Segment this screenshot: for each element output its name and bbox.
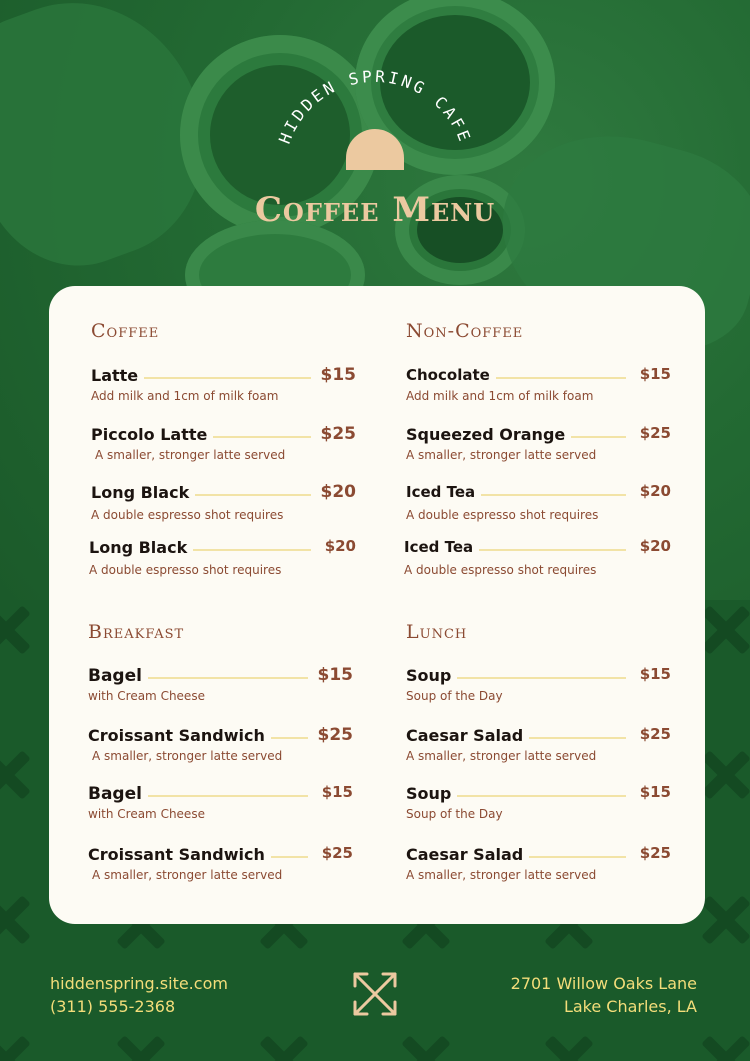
item-description: A smaller, stronger latte served (95, 448, 286, 462)
x-pattern-icon (700, 750, 750, 800)
x-pattern-icon (543, 1035, 593, 1061)
item-description: Soup of the Day (406, 807, 503, 821)
section-title: Lunch (406, 621, 468, 643)
x-pattern-icon (0, 605, 30, 655)
item-description: A smaller, stronger latte served (406, 448, 597, 462)
item-price: $25 (312, 725, 354, 745)
item-price: $20 (319, 537, 356, 555)
address-line-1: 2701 Willow Oaks Lane (510, 974, 697, 993)
item-name: Latte (91, 366, 144, 385)
item-description: A smaller, stronger latte served (406, 749, 597, 763)
item-price: $15 (315, 365, 357, 385)
leader-line (131, 377, 311, 379)
phone-number[interactable]: (311) 555-2368 (50, 997, 176, 1016)
menu-item (88, 726, 353, 776)
crossed-arrows-icon (351, 970, 399, 1018)
item-description: Add milk and 1cm of milk foam (91, 389, 279, 403)
item-price: $25 (634, 844, 671, 862)
item-name: Caesar Salad (406, 845, 529, 864)
section-title: Coffee (91, 320, 160, 342)
brand-name-arc (255, 62, 495, 192)
x-pattern-icon (115, 1035, 165, 1061)
item-description: A smaller, stronger latte served (92, 749, 283, 763)
item-name: Bagel (88, 666, 148, 686)
item-name: Croissant Sandwich (88, 845, 271, 864)
menu-item (91, 483, 356, 533)
footer-contact (50, 972, 228, 1018)
item-name: Caesar Salad (406, 726, 529, 745)
item-name: Squeezed Orange (406, 425, 571, 444)
menu-item (406, 483, 671, 533)
item-name: Croissant Sandwich (88, 726, 271, 745)
x-pattern-icon (0, 895, 30, 945)
x-pattern-icon (0, 1035, 30, 1061)
item-name: Long Black (91, 483, 195, 502)
item-price: $25 (634, 424, 671, 442)
item-price: $25 (634, 725, 671, 743)
menu-item (91, 425, 356, 475)
menu-item (91, 538, 356, 588)
menu-item (406, 666, 671, 716)
menu-item (406, 366, 671, 416)
item-description: A double espresso shot requires (89, 563, 282, 577)
item-description: A double espresso shot requires (91, 508, 284, 522)
menu-item (88, 666, 353, 716)
item-price: $20 (634, 537, 671, 555)
menu-item (91, 366, 356, 416)
item-price: $20 (315, 482, 357, 502)
menu-card (49, 286, 705, 924)
x-pattern-icon (700, 1035, 750, 1061)
item-description: Add milk and 1cm of milk foam (406, 389, 594, 403)
item-name: Soup (406, 666, 457, 685)
brand-name-text: HIDDEN SPRING CAFE (274, 66, 476, 147)
website-link[interactable]: hiddenspring.site.com (50, 974, 228, 993)
menu-item (88, 784, 353, 834)
menu-item (406, 726, 671, 776)
item-price: $15 (634, 783, 671, 801)
leader-line (128, 677, 308, 679)
section-title: Breakfast (88, 621, 185, 643)
menu-item (406, 845, 671, 895)
item-description: A smaller, stronger latte served (92, 868, 283, 882)
item-name: Long Black (89, 538, 193, 557)
item-name: Iced Tea (404, 538, 479, 556)
item-name: Bagel (88, 784, 148, 804)
item-price: $15 (634, 365, 671, 383)
item-name: Soup (406, 784, 457, 803)
leader-line (446, 795, 626, 797)
item-price: $25 (315, 424, 357, 444)
section-title: Non-Coffee (406, 320, 524, 342)
item-price: $15 (312, 665, 354, 685)
x-pattern-icon (0, 750, 30, 800)
x-pattern-icon (400, 1035, 450, 1061)
item-price: $20 (634, 482, 671, 500)
leader-line (128, 795, 308, 797)
menu-item (406, 538, 671, 588)
menu-item (406, 425, 671, 475)
item-price: $15 (316, 783, 353, 801)
leader-line (446, 677, 626, 679)
item-name: Piccolo Latte (91, 425, 213, 444)
footer-address (511, 972, 697, 1018)
item-description: with Cream Cheese (88, 689, 205, 703)
item-price: $25 (316, 844, 353, 862)
x-pattern-icon (700, 605, 750, 655)
item-description: A double espresso shot requires (404, 563, 597, 577)
item-price: $15 (634, 665, 671, 683)
item-name: Chocolate (406, 366, 496, 384)
x-pattern-icon (700, 895, 750, 945)
menu-item (406, 784, 671, 834)
item-description: A double espresso shot requires (406, 508, 599, 522)
item-description: Soup of the Day (406, 689, 503, 703)
menu-item (88, 845, 353, 895)
item-description: with Cream Cheese (88, 807, 205, 821)
page-title: Coffee Menu (254, 190, 496, 230)
x-pattern-icon (258, 1035, 308, 1061)
address-line-2: Lake Charles, LA (563, 997, 697, 1016)
item-name: Iced Tea (406, 483, 481, 501)
item-description: A smaller, stronger latte served (406, 868, 597, 882)
